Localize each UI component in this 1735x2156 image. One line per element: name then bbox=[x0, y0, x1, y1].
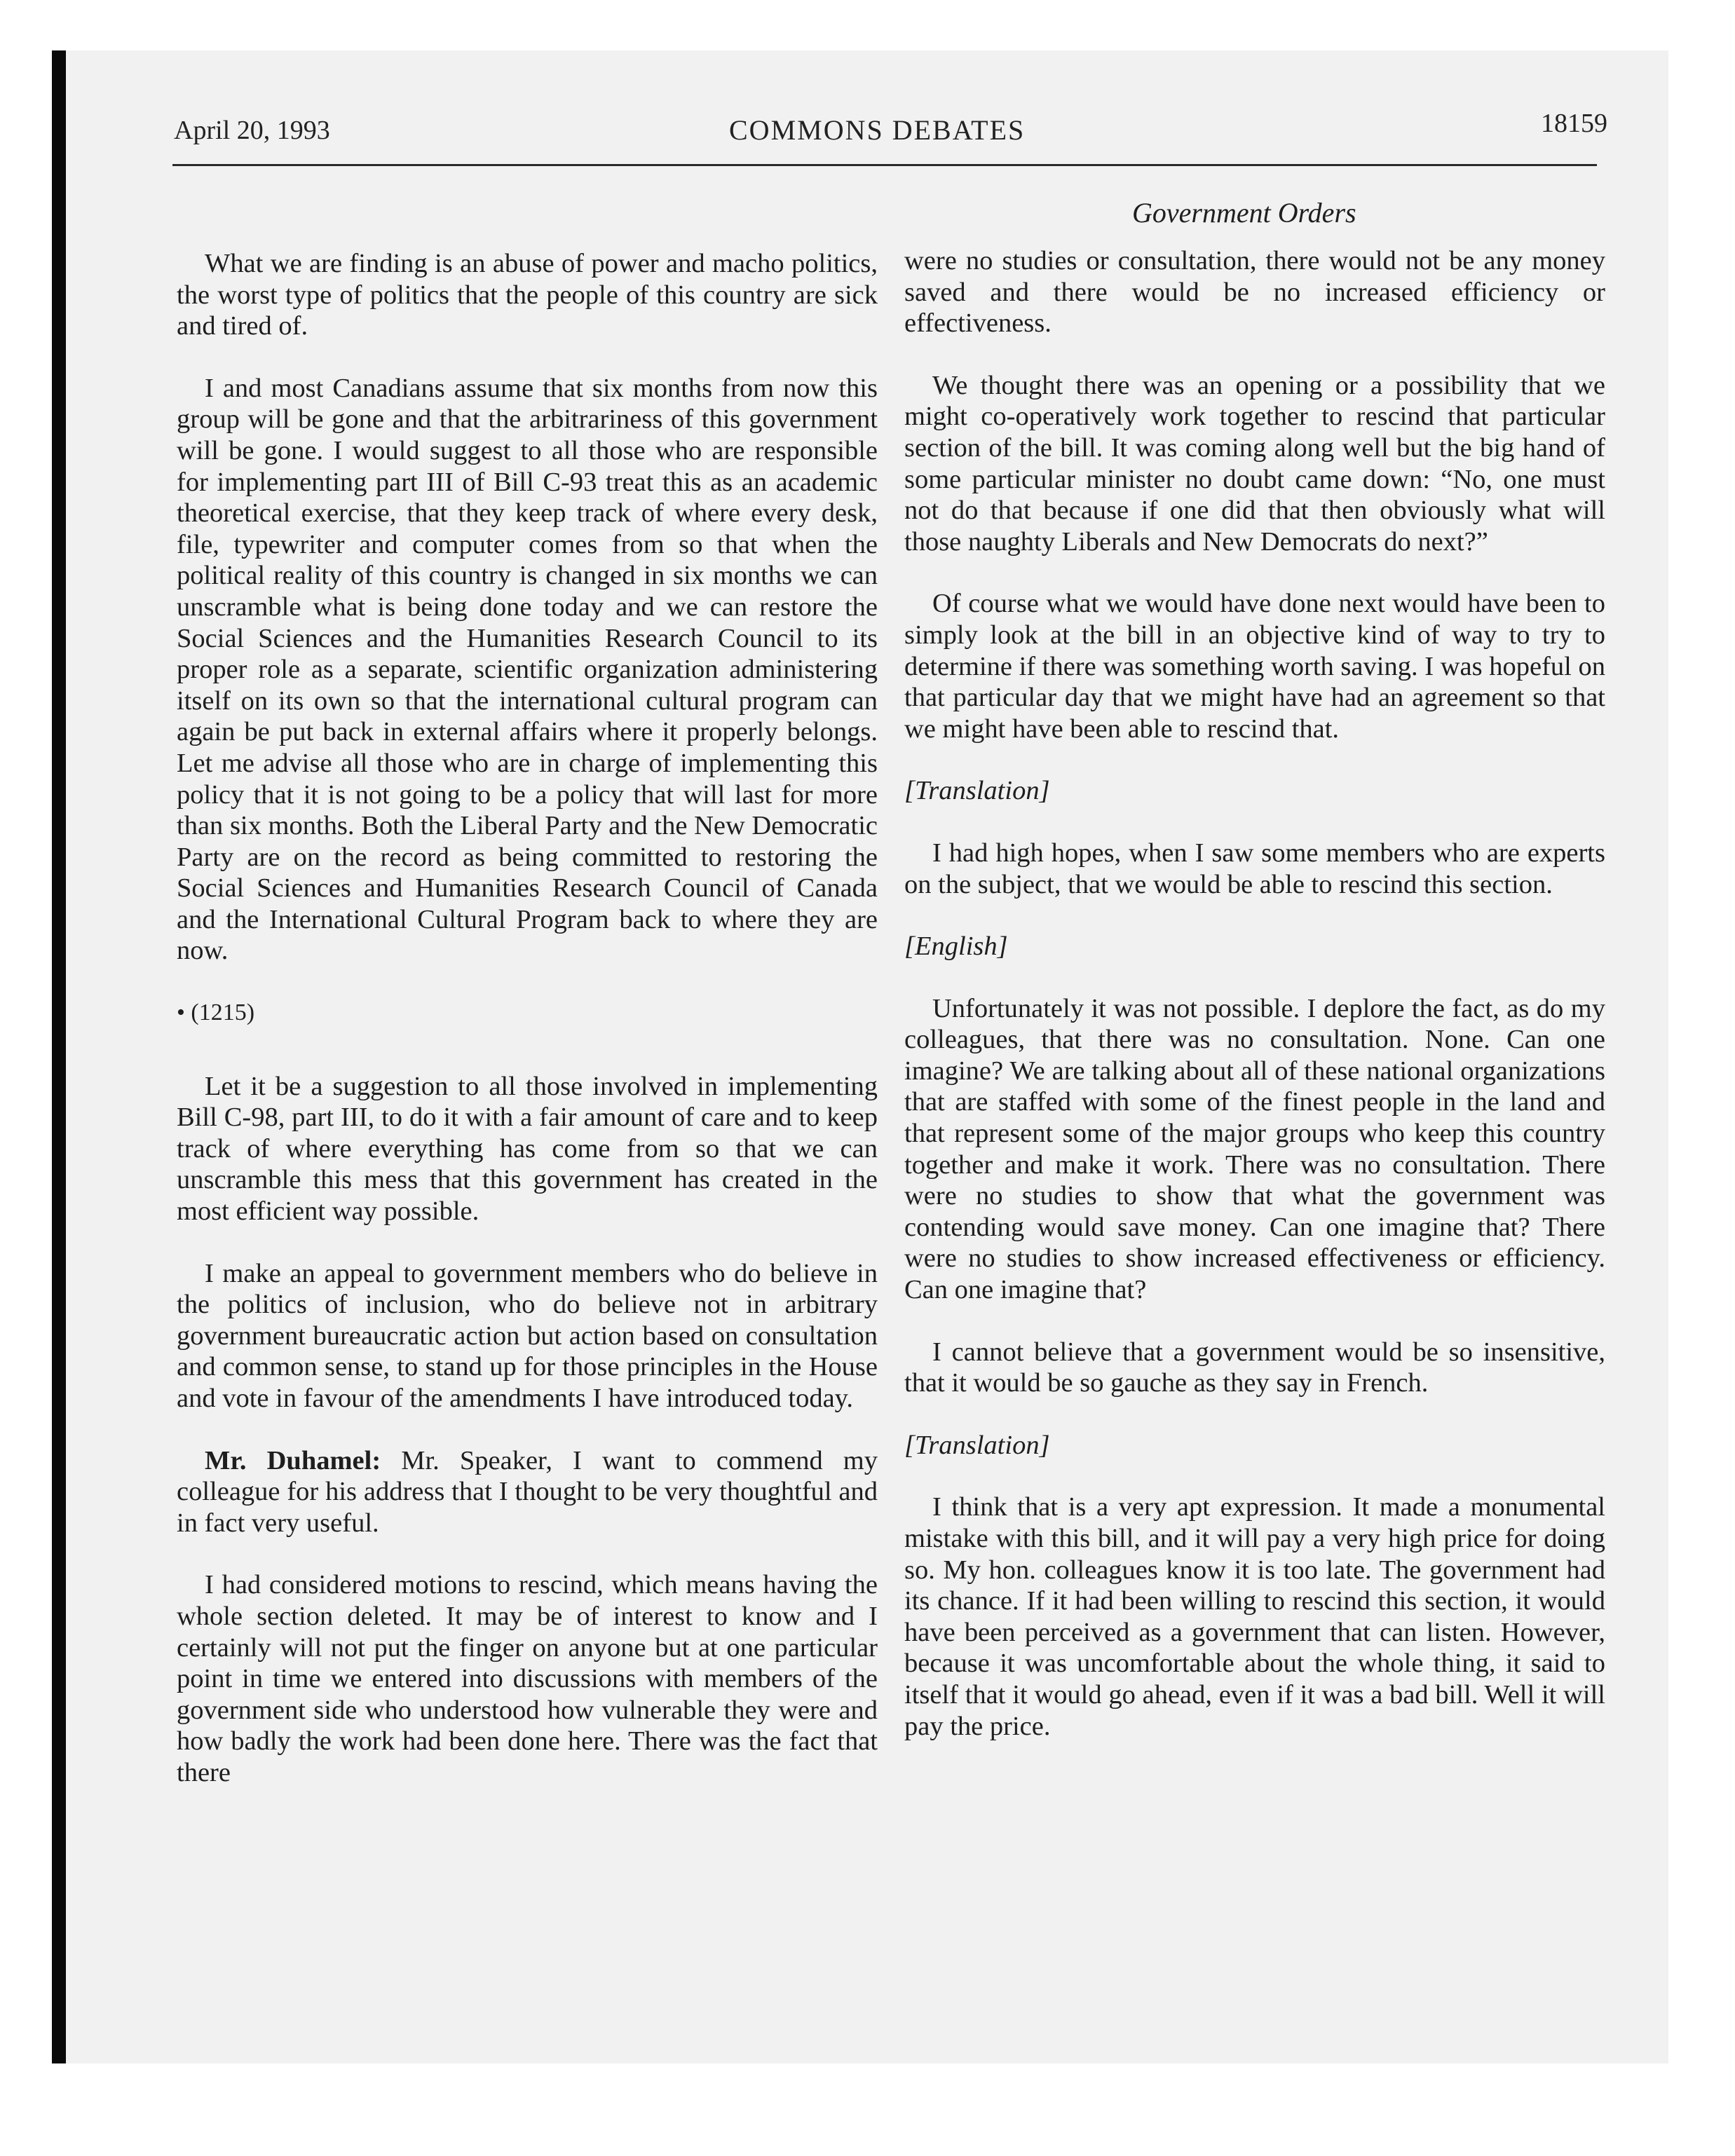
page-number: 18159 bbox=[1541, 109, 1607, 138]
paragraph: Of course what we would have done next would have been to simply look at the bill in an objective kind of way to try to determine if there was something worth saving. I was hopeful on that particular day that we might have had an agreement so that we might have been able to rescind that. bbox=[904, 589, 1605, 744]
language-label: [Translation] bbox=[904, 1430, 1050, 1460]
paragraph: We thought there was an opening or a possibility that we might co-operatively work together to rescind that particular section of the bill. It was coming along well but the big hand of some particular minister no doubt came down: “No, one must not do that because if one did that then obviously what will those naughty Liberals and New Democrats do next?” bbox=[904, 370, 1605, 557]
language-label: [Translation] bbox=[904, 776, 1050, 806]
header-date: April 20, 1993 bbox=[174, 116, 330, 145]
paragraph: were no studies or consultation, there would not be any money saved and there would be no increased efficiency or effectiveness. bbox=[904, 246, 1605, 339]
paragraph: I think that is a very apt expression. It made a monumental mistake with this bill, and it will pay a very high price for doing so. My hon. colleagues know it is too late. The government had its chance. If it had been willing to rescind this section, it would have been perceived as a government that can listen. However, because it was uncomfortable about the whole thing, it said to itself that it would go ahead, even if it was a bad bill. Well it will pay the price. bbox=[904, 1492, 1605, 1741]
left-column bbox=[177, 248, 878, 1820]
paragraph: I and most Canadians assume that six months from now this group will be gone and that the arbitrariness of this government will be gone. I would suggest to all those who are responsible for implementing part III of Bill C-93 treat this as an academic theoretical exercise, that they keep track of where every desk, file, typewriter and computer comes from so that when the political reality of this country is changed in six months we can unscramble what is being done today and we can restore the Social Sciences and the Humanities Research Council to its proper role as a separate, scientific organization administering itself on its own so that the international cultural program can again be put back in external affairs where it properly belongs. Let me advise all those who are in charge of implementing this policy that it is not going to be a policy that will last for more than six months. Both the Liberal Party and the New Democratic Party are on the record as being committed to restoring the Social Sciences and Humanities Research Council of Canada and the International Cultural Program back to where they are now. bbox=[177, 373, 878, 966]
paragraph bbox=[177, 1445, 878, 1539]
paragraph: I cannot believe that a government would be so insensitive, that it would be so gauche as they say in French. bbox=[904, 1337, 1605, 1398]
header-rule bbox=[172, 164, 1597, 166]
paragraph: Let it be a suggestion to all those involved in implementing Bill C-98, part III, to do it with a fair amount of care and to keep track of where everything has come from so that we can unscramble this mess that this government has created in the most efficient way possible. bbox=[177, 1071, 878, 1227]
section-title: Government Orders bbox=[1132, 197, 1356, 228]
paragraph: I had considered motions to rescind, which means having the whole section deleted. It may be of interest to know and I certainly will not put the finger on anyone but at one particular point in time we entered into discussions with members of the government side who understood how vulnerable they were and how badly the work had been done here. There was the fact that there bbox=[177, 1570, 878, 1787]
paragraph: What we are finding is an abuse of power and macho politics, the worst type of politics that the people of this country are sick and tired of. bbox=[177, 249, 878, 341]
paragraph: I had high hopes, when I saw some members who are experts on the subject, that we would be able to rescind this section. bbox=[904, 838, 1605, 899]
language-label: [English] bbox=[904, 932, 1008, 962]
time-marker: • (1215) bbox=[177, 999, 255, 1026]
right-column bbox=[904, 245, 1605, 1773]
header-title: COMMONS DEBATES bbox=[729, 114, 1026, 146]
paragraph: Unfortunately it was not possible. I deplore the fact, as do my colleagues, that there was no consultation. None. Can one imagine? We are talking about all of these national organizations that are staffed with some of the finest people in the land and that represent some of the major groups who keep this country together and make it work. There was no consultation. There were no studies to show that what the government was contending would save money. Can one imagine that? There were no studies to show increased effectiveness or efficiency. Can one imagine that? bbox=[904, 993, 1605, 1305]
speech-text: Mr. Speaker, I want to commend my colleague for his address that I thought to be very thoughtful and in fact very useful. bbox=[177, 1445, 878, 1538]
scan-border bbox=[52, 50, 66, 2063]
speaker-name: Mr. Duhamel: bbox=[205, 1445, 381, 1475]
paragraph: I make an appeal to government members who do believe in the politics of inclusion, who do believe not in arbitrary government bureaucratic action but action based on consultation and common sense, to stand up for those principles in the House and vote in favour of the amendments I have introduced today. bbox=[177, 1258, 878, 1413]
